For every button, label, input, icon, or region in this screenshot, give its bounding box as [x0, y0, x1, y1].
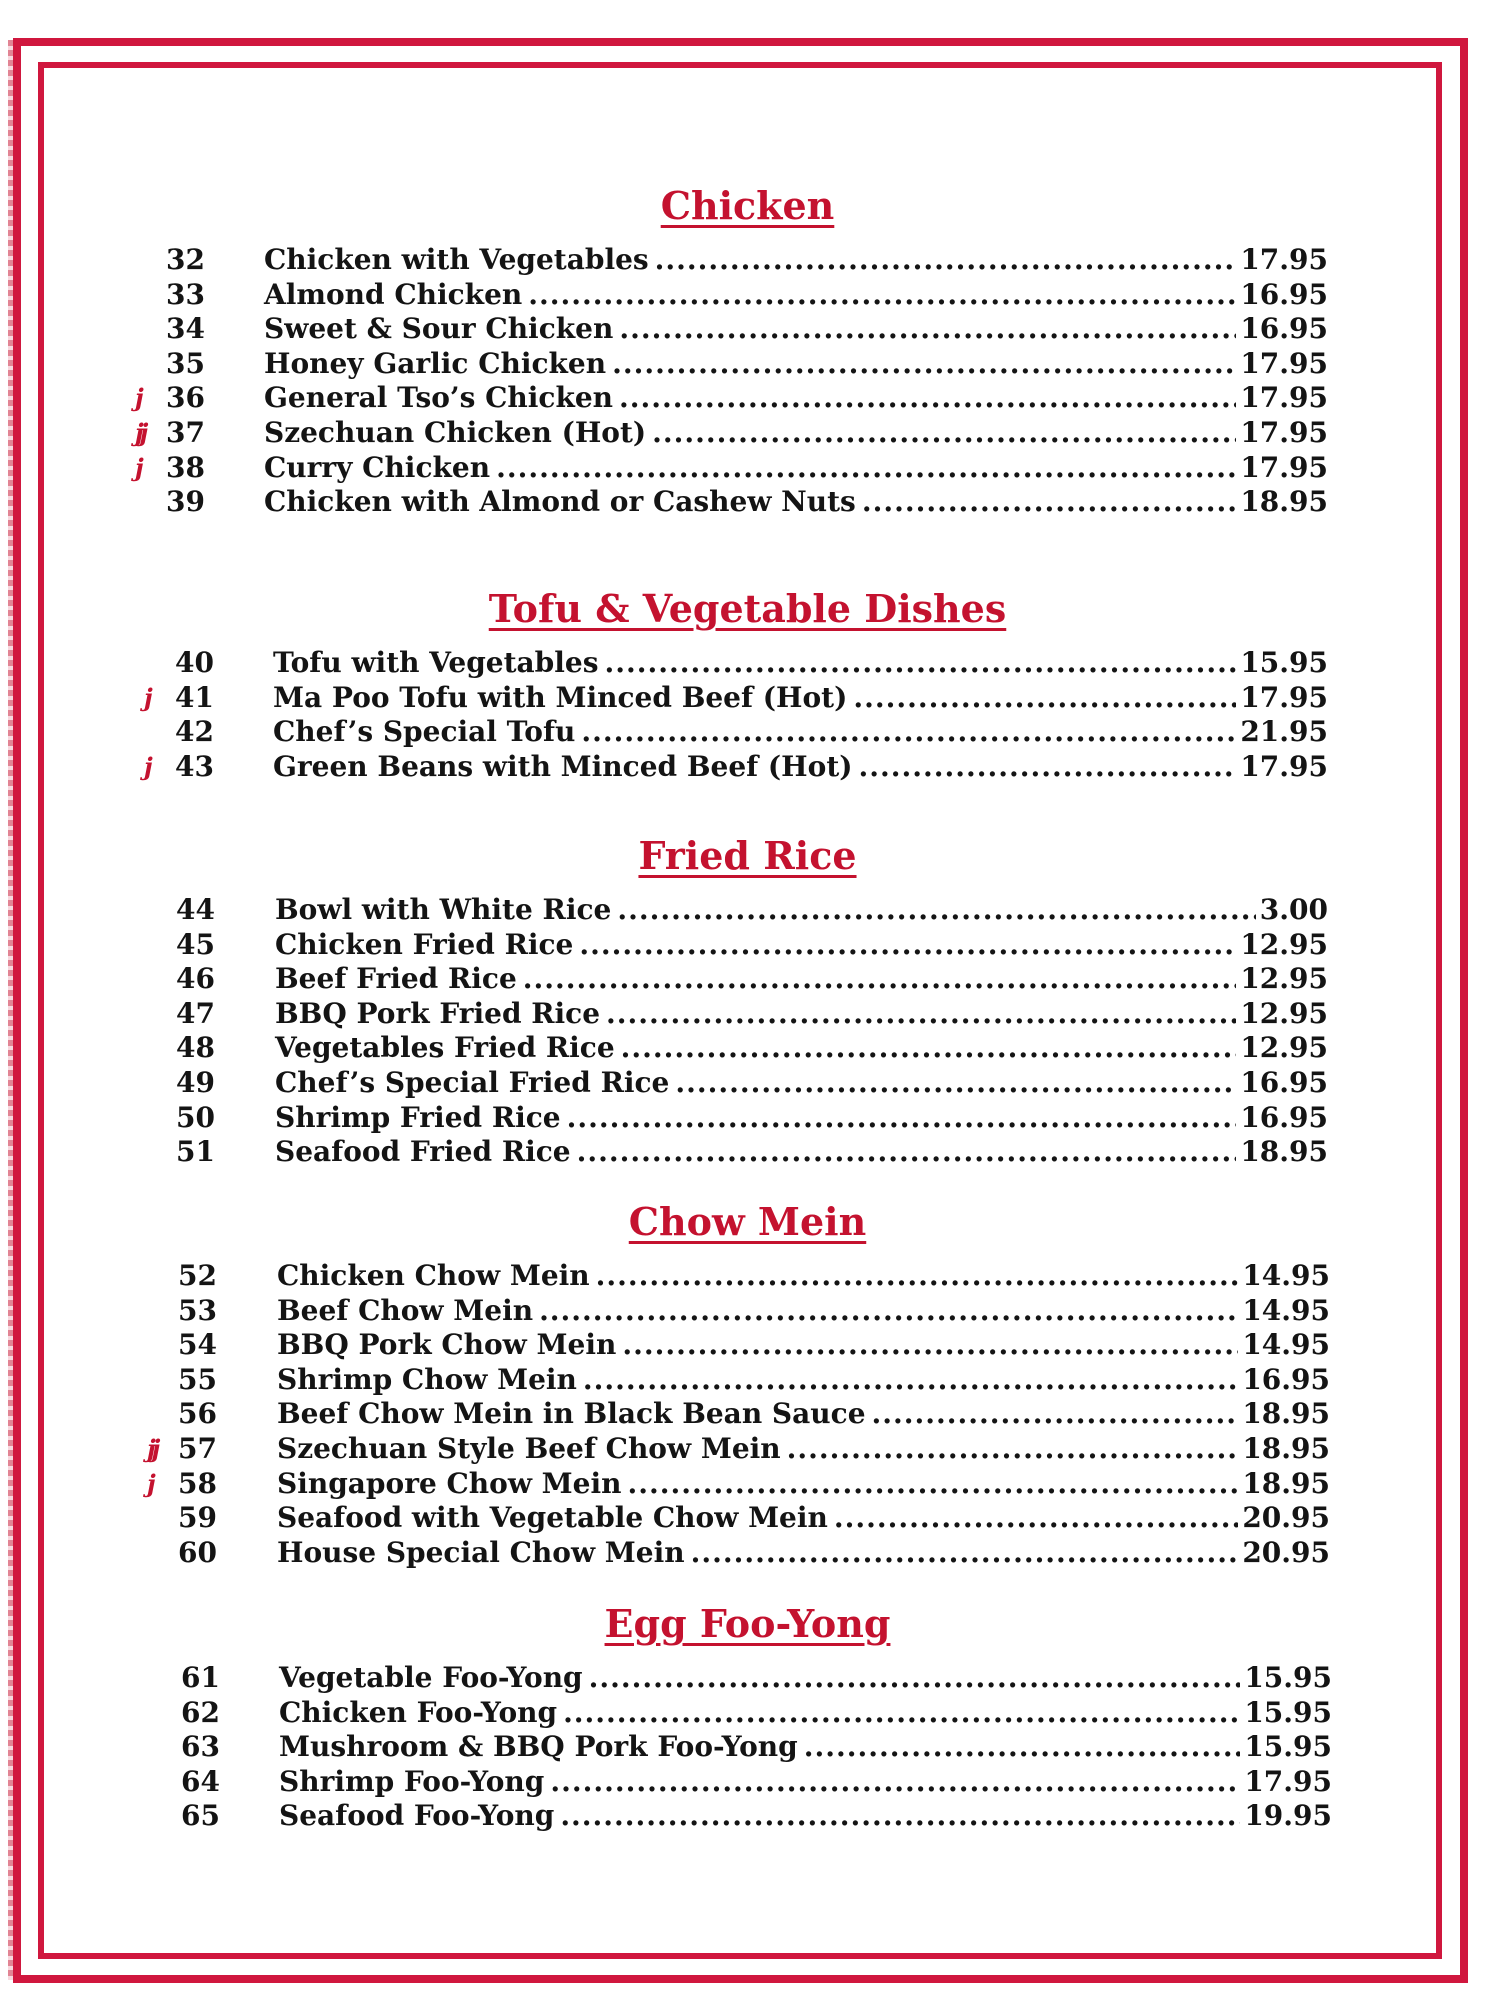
dot-leader: [834, 1501, 1238, 1535]
item-price: 17.95: [1240, 749, 1328, 783]
item-price: 20.95: [1242, 1501, 1330, 1535]
chili-pepper-icon: j: [135, 383, 140, 413]
item-price: 17.95: [1240, 450, 1328, 484]
item-line: [277, 1467, 1330, 1502]
item-price: 18.95: [1242, 1431, 1330, 1465]
menu-item: [0, 1501, 1495, 1536]
item-name: House Special Chow Mein: [277, 1535, 685, 1569]
section-chicken: [0, 183, 1495, 520]
dot-leader: [596, 1259, 1239, 1293]
item-price: 15.95: [1244, 1695, 1332, 1729]
dot-leader: [583, 1363, 1238, 1397]
item-name: Chicken Chow Mein: [277, 1259, 590, 1292]
item-line: [277, 1501, 1330, 1536]
item-name: Curry Chicken: [264, 450, 491, 484]
item-number: 32: [166, 243, 205, 276]
item-number: 42: [175, 715, 214, 749]
menu-item: [0, 750, 1495, 785]
item-line: [279, 1765, 1332, 1800]
dot-leader: [853, 681, 1236, 715]
item-line: [275, 1101, 1328, 1136]
menu-list: [0, 1259, 1495, 1570]
item-name: Ma Poo Tofu with Minced Beef (Hot): [273, 680, 848, 714]
item-name: Chef’s Special Tofu: [273, 715, 576, 749]
menu-item: [0, 1661, 1495, 1696]
dot-leader: [567, 1101, 1237, 1135]
menu-item: [0, 1066, 1495, 1101]
item-price: 17.95: [1240, 243, 1328, 276]
item-number: 53: [178, 1293, 217, 1327]
menu-item: [0, 485, 1495, 520]
item-price: 21.95: [1240, 715, 1328, 749]
menu-item: [0, 1135, 1495, 1170]
item-name: Beef Chow Mein: [277, 1293, 534, 1327]
item-number: 38: [166, 450, 205, 484]
section-tofu-vegetable: [0, 586, 1495, 784]
item-line: [275, 928, 1328, 963]
menu-item: [0, 1467, 1495, 1502]
item-price: 18.95: [1240, 1135, 1328, 1169]
item-line: [264, 243, 1328, 278]
dot-leader: [862, 485, 1236, 519]
item-name: Vegetables Fried Rice: [275, 1031, 615, 1065]
item-number: 50: [176, 1100, 215, 1134]
item-price: 18.95: [1242, 1466, 1330, 1500]
dot-leader: [581, 715, 1236, 749]
menu-item: [0, 1101, 1495, 1136]
dot-leader: [652, 416, 1236, 450]
dot-leader: [539, 1294, 1238, 1328]
item-name: Tofu with Vegetables: [273, 646, 599, 679]
item-name: Seafood Foo-Yong: [279, 1799, 555, 1833]
item-line: [275, 1135, 1328, 1170]
item-price: 15.95: [1244, 1730, 1332, 1764]
menu-item: [0, 681, 1495, 716]
item-name: Shrimp Foo-Yong: [279, 1764, 545, 1798]
item-price: 15.95: [1240, 646, 1328, 679]
menu-item: [0, 278, 1495, 313]
item-name: Singapore Chow Mein: [277, 1466, 622, 1500]
item-name: Bowl with White Rice: [275, 893, 612, 926]
section-title: Chicken: [660, 183, 835, 228]
item-line: [273, 681, 1328, 716]
item-name: Chicken Fried Rice: [275, 927, 574, 961]
dot-leader: [619, 312, 1236, 346]
item-number: 46: [176, 962, 215, 996]
item-price: 16.95: [1242, 1362, 1330, 1396]
item-price: 19.95: [1244, 1799, 1332, 1833]
dot-leader: [622, 1328, 1238, 1362]
item-line: [277, 1363, 1330, 1398]
item-line: [275, 1031, 1328, 1066]
dot-leader: [655, 243, 1237, 277]
section-title: Egg Foo-Yong: [604, 1601, 891, 1646]
section-chow-mein: [0, 1199, 1495, 1570]
dot-leader: [621, 1031, 1237, 1065]
menu-item: [0, 1765, 1495, 1800]
menu-item: [0, 1536, 1495, 1571]
section-fried-rice: [0, 833, 1495, 1170]
item-number: 43: [175, 749, 214, 783]
menu-item: [0, 1328, 1495, 1363]
item-name: General Tso’s Chicken: [264, 381, 614, 415]
dot-leader: [563, 1696, 1240, 1730]
menu-list: [0, 243, 1495, 520]
item-price: 16.95: [1240, 312, 1328, 346]
menu-list: [0, 1661, 1495, 1834]
dot-leader: [691, 1536, 1239, 1570]
menu-item: [0, 1432, 1495, 1467]
item-price: 16.95: [1240, 277, 1328, 311]
menu-item: [0, 646, 1495, 681]
section-title: Fried Rice: [638, 833, 857, 878]
item-price: 12.95: [1240, 962, 1328, 996]
dot-leader: [787, 1432, 1239, 1466]
item-number: 34: [166, 312, 205, 346]
item-number: 36: [166, 381, 205, 415]
item-line: [277, 1259, 1330, 1294]
menu-item: [0, 1259, 1495, 1294]
menu-item: [0, 451, 1495, 486]
item-number: 61: [181, 1661, 220, 1694]
item-price: 20.95: [1242, 1535, 1330, 1569]
item-line: [264, 416, 1328, 451]
item-number: 54: [178, 1328, 217, 1362]
item-number: 48: [176, 1031, 215, 1065]
item-number: 62: [181, 1695, 220, 1729]
menu-item: [0, 1294, 1495, 1329]
item-number: 49: [176, 1065, 215, 1099]
item-number: 41: [175, 680, 214, 714]
item-line: [275, 962, 1328, 997]
item-line: [277, 1328, 1330, 1363]
item-number: 55: [178, 1362, 217, 1396]
item-number: 45: [176, 927, 215, 961]
item-price: 12.95: [1240, 927, 1328, 961]
section-title: Tofu & Vegetable Dishes: [488, 586, 1007, 631]
item-name: Szechuan Chicken (Hot): [264, 415, 647, 449]
menu-item: [0, 347, 1495, 382]
item-price: 14.95: [1242, 1328, 1330, 1362]
chili-pepper-icon: jj: [135, 417, 145, 447]
item-line: [277, 1432, 1330, 1467]
item-name: BBQ Pork Fried Rice: [275, 996, 601, 1030]
menu-item: [0, 1363, 1495, 1398]
item-name: Chicken with Vegetables: [264, 243, 649, 276]
item-line: [279, 1799, 1332, 1834]
item-name: Seafood with Vegetable Chow Mein: [277, 1501, 828, 1535]
item-line: [279, 1730, 1332, 1765]
dot-leader: [627, 1467, 1238, 1501]
menu-item: [0, 1031, 1495, 1066]
item-number: 57: [178, 1431, 217, 1465]
item-number: 40: [175, 646, 214, 679]
menu-item: [0, 1397, 1495, 1432]
item-price: 15.95: [1244, 1661, 1332, 1694]
item-price: 3.00: [1259, 893, 1328, 926]
item-price: 16.95: [1240, 1100, 1328, 1134]
dot-leader: [604, 646, 1236, 680]
item-name: Honey Garlic Chicken: [264, 346, 607, 380]
item-line: [264, 451, 1328, 486]
dot-leader: [619, 381, 1236, 415]
menu-item: [0, 715, 1495, 750]
item-number: 39: [166, 485, 205, 519]
item-name: Shrimp Fried Rice: [275, 1100, 561, 1134]
item-line: [264, 381, 1328, 416]
menu-item: [0, 1696, 1495, 1731]
item-number: 47: [176, 996, 215, 1030]
item-name: Chef’s Special Fried Rice: [275, 1065, 670, 1099]
item-name: Seafood Fried Rice: [275, 1135, 571, 1169]
menu-item: [0, 312, 1495, 347]
item-number: 44: [176, 893, 215, 926]
item-number: 52: [178, 1259, 217, 1292]
item-name: Szechuan Style Beef Chow Mein: [277, 1431, 781, 1465]
item-number: 51: [176, 1135, 215, 1169]
menu-item: [0, 1730, 1495, 1765]
dot-leader: [859, 750, 1237, 784]
item-price: 12.95: [1240, 1031, 1328, 1065]
dot-leader: [560, 1799, 1240, 1833]
item-name: Beef Fried Rice: [275, 962, 517, 996]
item-line: [264, 485, 1328, 520]
item-price: 17.95: [1240, 680, 1328, 714]
dot-leader: [523, 962, 1237, 996]
item-name: Shrimp Chow Mein: [277, 1362, 577, 1396]
dot-leader: [612, 347, 1236, 381]
section-egg-foo-yong: [0, 1601, 1495, 1834]
chili-pepper-icon: j: [144, 751, 149, 781]
dot-leader: [606, 997, 1236, 1031]
item-line: [264, 312, 1328, 347]
menu-item: [0, 416, 1495, 451]
item-line: [273, 750, 1328, 785]
menu-item: [0, 997, 1495, 1032]
dot-leader: [579, 928, 1236, 962]
item-number: 35: [166, 346, 205, 380]
item-price: 16.95: [1240, 1065, 1328, 1099]
item-line: [279, 1696, 1332, 1731]
item-line: [275, 893, 1328, 928]
menu-item: [0, 1799, 1495, 1834]
item-name: Beef Chow Mein in Black Bean Sauce: [277, 1397, 866, 1431]
chili-pepper-icon: j: [147, 1468, 152, 1498]
item-name: Mushroom & BBQ Pork Foo-Yong: [279, 1730, 798, 1764]
item-name: Almond Chicken: [264, 277, 523, 311]
item-line: [275, 1066, 1328, 1101]
item-number: 33: [166, 277, 205, 311]
item-line: [279, 1661, 1332, 1696]
item-name: Chicken Foo-Yong: [279, 1695, 558, 1729]
item-price: 18.95: [1240, 485, 1328, 519]
item-number: 58: [178, 1466, 217, 1500]
dot-leader: [589, 1661, 1241, 1695]
item-line: [273, 715, 1328, 750]
dot-leader: [617, 893, 1255, 927]
menu-item: [0, 381, 1495, 416]
menu-list: [0, 893, 1495, 1170]
item-line: [275, 997, 1328, 1032]
item-number: 56: [178, 1397, 217, 1431]
dot-leader: [675, 1066, 1236, 1100]
menu-item: [0, 243, 1495, 278]
item-price: 17.95: [1244, 1764, 1332, 1798]
section-title: Chow Mein: [628, 1199, 867, 1244]
item-line: [277, 1536, 1330, 1571]
dot-leader: [550, 1765, 1240, 1799]
item-number: 37: [166, 415, 205, 449]
dot-leader: [496, 451, 1236, 485]
menu-list: [0, 646, 1495, 784]
item-name: Sweet & Sour Chicken: [264, 312, 614, 346]
item-name: Chicken with Almond or Cashew Nuts: [264, 485, 856, 519]
item-price: 14.95: [1242, 1259, 1330, 1292]
item-number: 65: [181, 1799, 220, 1833]
menu-item: [0, 893, 1495, 928]
menu-item: [0, 962, 1495, 997]
dot-leader: [804, 1730, 1241, 1764]
item-line: [264, 347, 1328, 382]
item-price: 17.95: [1240, 415, 1328, 449]
chili-pepper-icon: j: [135, 452, 140, 482]
item-price: 12.95: [1240, 996, 1328, 1030]
item-price: 18.95: [1242, 1397, 1330, 1431]
dot-leader: [872, 1397, 1239, 1431]
item-price: 17.95: [1240, 346, 1328, 380]
item-number: 63: [181, 1730, 220, 1764]
item-name: Green Beans with Minced Beef (Hot): [273, 749, 853, 783]
item-name: BBQ Pork Chow Mein: [277, 1328, 617, 1362]
item-number: 60: [178, 1535, 217, 1569]
item-number: 64: [181, 1764, 220, 1798]
item-line: [277, 1397, 1330, 1432]
chili-pepper-icon: j: [144, 682, 149, 712]
item-line: [264, 278, 1328, 313]
item-price: 14.95: [1242, 1293, 1330, 1327]
item-number: 59: [178, 1501, 217, 1535]
chili-pepper-icon: jj: [147, 1433, 157, 1463]
menu-item: [0, 928, 1495, 963]
item-line: [273, 646, 1328, 681]
dot-leader: [577, 1135, 1237, 1169]
item-line: [277, 1294, 1330, 1329]
item-price: 17.95: [1240, 381, 1328, 415]
dot-leader: [528, 278, 1236, 312]
item-name: Vegetable Foo-Yong: [279, 1661, 583, 1694]
